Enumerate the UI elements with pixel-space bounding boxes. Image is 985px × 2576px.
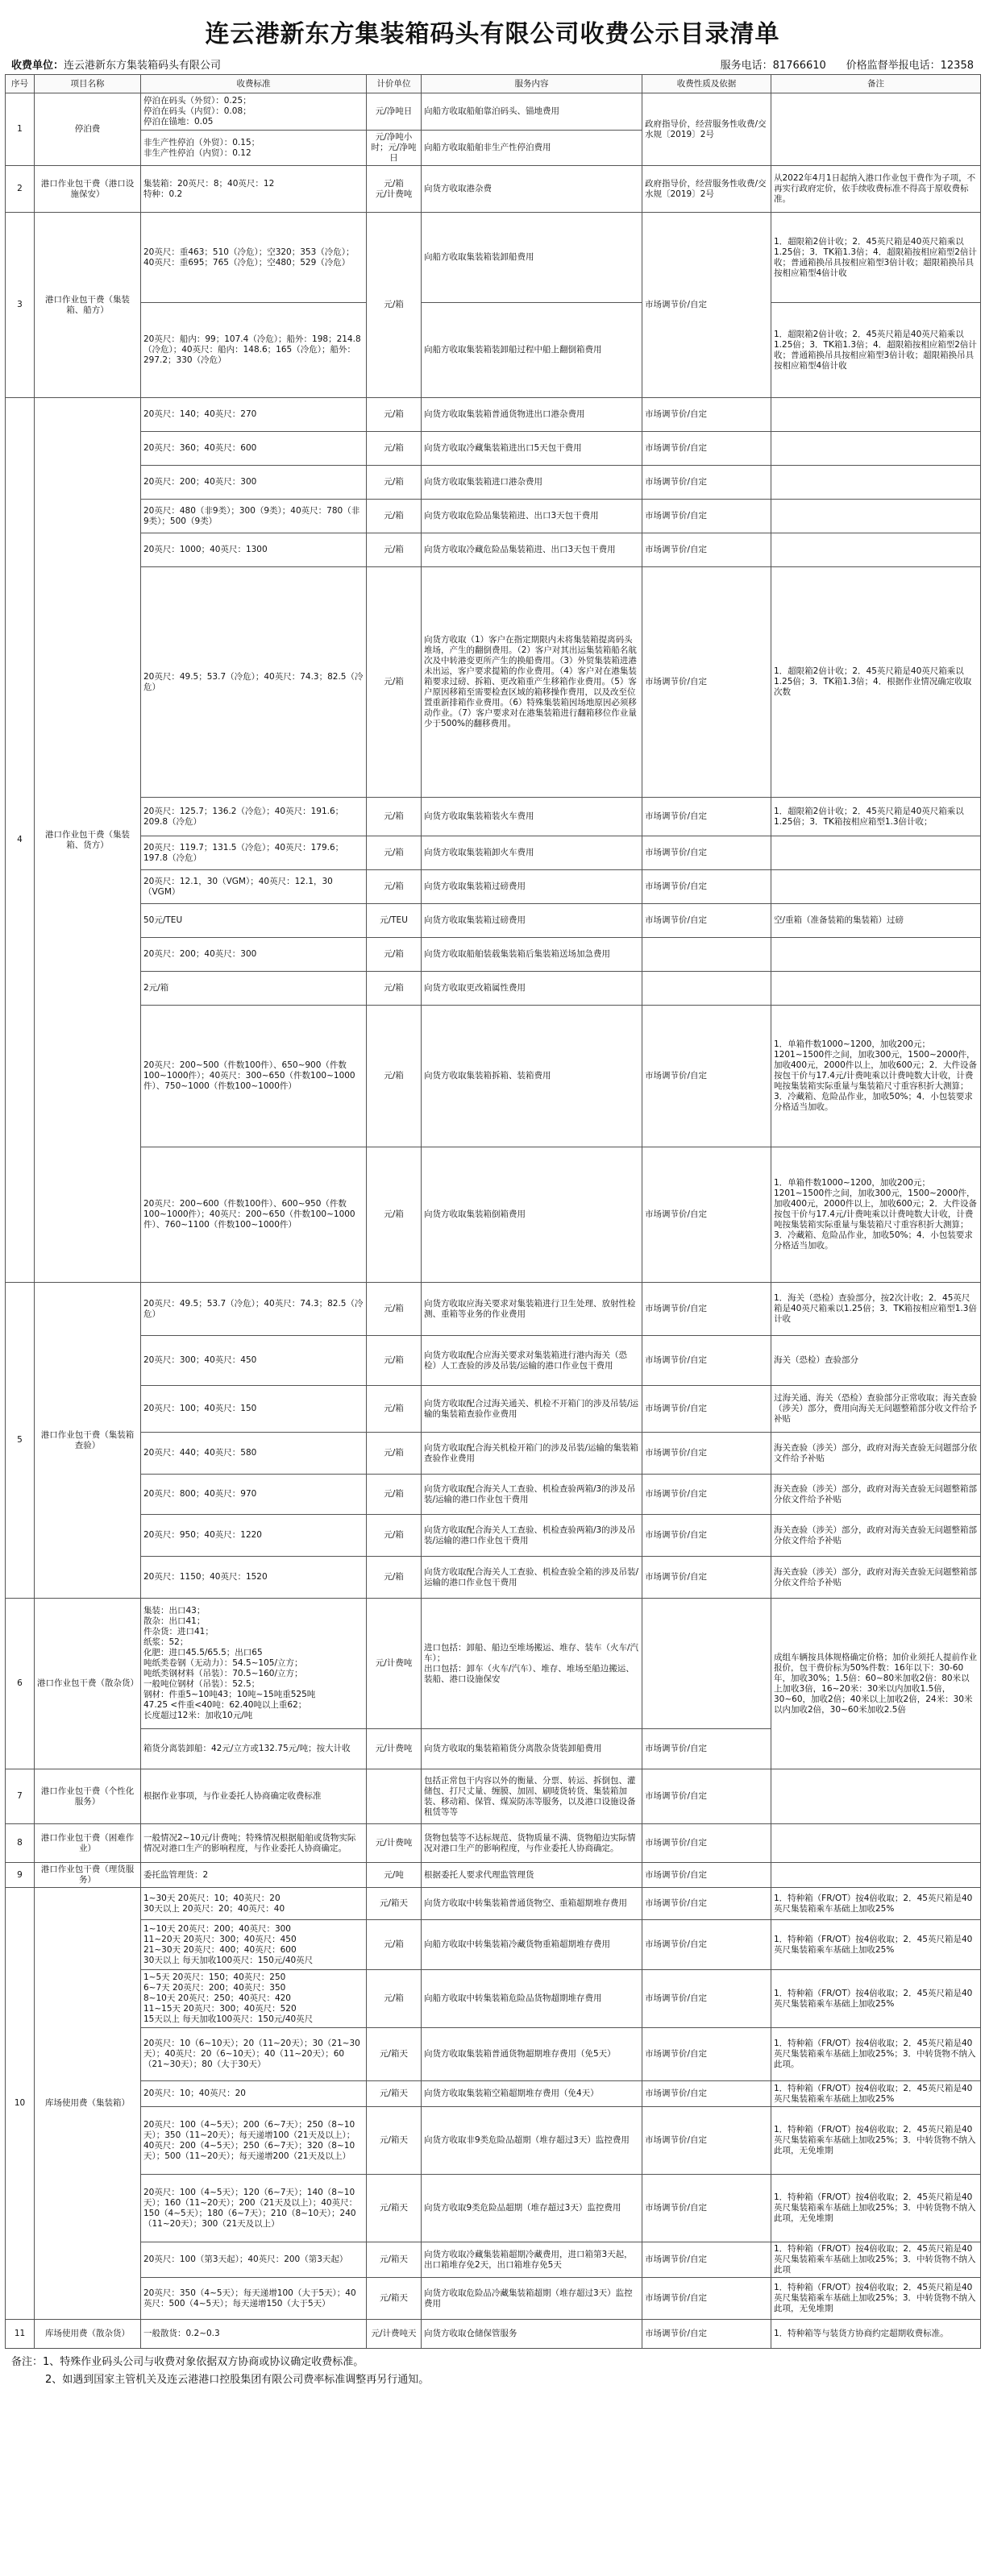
row-no: 3 [6, 213, 35, 398]
fee-standard: 2元/箱 [141, 972, 367, 1006]
fee-note: 空/重箱（准备装箱的集装箱）过磅 [771, 904, 981, 938]
service-content: 向船方收取集装箱装卸船过程中船上翻倒箱费用 [422, 303, 642, 398]
service-content: 向货方收取配合海关机检开箱门的涉及吊装/运输的集装箱查验作业费用 [422, 1433, 642, 1475]
row-no: 7 [6, 1769, 35, 1824]
fee-basis: 市场调节价/自定 [642, 1824, 771, 1863]
fee-note: 1．特种箱（FR/OT）按4倍收取；2．45英尺箱是40英尺集装箱乘车基础上加收25% [771, 1920, 981, 1970]
fee-basis [642, 972, 771, 1006]
fee-note: 1．单箱件数1000~1200，加收200元；1201~1500件之间，加收300元，1500~2000件，加收400元，2000件以上，加收600元；2．大件设备按包干价与17.4元/计费吨乘以计费吨数大计收，计费吨按集装箱实际重量与集装箱尺寸重容积折大测算；3．冷藏箱、危险品作业，加收50%；4．小包装要求分格适当加收。 [771, 1147, 981, 1283]
fee-standard: 箱货分离装卸船：42元/立方或132.75元/吨；按大计收 [141, 1729, 367, 1769]
row-no: 1 [6, 93, 35, 166]
fee-standard: 20英尺：950；40英尺：1220 [141, 1515, 367, 1557]
table-row [6, 1970, 981, 2028]
table-row [6, 836, 981, 870]
fee-basis: 市场调节价/自定 [642, 1475, 771, 1515]
fee-note: 1．特种箱（FR/OT）按4倍收取；2．45英尺箱是40英尺集装箱乘车基础上加收25%；3．中转货物不纳入此项，无免堆期 [771, 2278, 981, 2320]
fee-standard: 20英尺：140；40英尺：270 [141, 398, 367, 432]
fee-basis: 市场调节价/自定 [642, 398, 771, 432]
fee-standard: 20英尺：100（4~5天）；200（6~7天）；250（8~10天）；350（11~20天）；每天递增100（21天及以上）；40英尺：200（4~5天）；250（6~7天）；320（8~10天）；500（11~20天）；每天递增200（21天及以上） [141, 2107, 367, 2175]
fee-basis [642, 1599, 771, 1729]
service-content: 向货方收取配合海关人工查验、机检查验全箱的涉及吊装/运输的港口作业包干费用 [422, 1557, 642, 1599]
fee-basis: 市场调节价/自定 [642, 213, 771, 398]
fee-standard: 20英尺：100（4~5天）；120（6~7天）；140（8~10天）；160（11~20天）；200（21天及以上）；40英尺：150（4~5天）；180（6~7天）；210（8~10天）；240（11~20天）；300（21天及以上） [141, 2175, 367, 2242]
table-row [6, 870, 981, 904]
table-row [6, 1147, 981, 1283]
fee-basis: 市场调节价/自定 [642, 1336, 771, 1386]
table-row [6, 166, 981, 213]
fee-standard: 20英尺：49.5；53.7（冷危）；40英尺：74.3；82.5（冷危） [141, 1283, 367, 1336]
fee-note [771, 466, 981, 500]
service-content: 向货方收取危险品冷藏集装箱超期（堆存超过3天）监控费用 [422, 2278, 642, 2320]
fee-standard: 20英尺：440；40英尺：580 [141, 1433, 367, 1475]
fee-standard: 20英尺：100（第3天起）；40英尺：200（第3天起） [141, 2242, 367, 2278]
fee-standard: 20英尺：10（6~10天）；20（11~20天）；30（21~30天）；40英尺：20（6~10天）；40（11~20天）；60（21~30天）；80（大于30天） [141, 2028, 367, 2081]
fee-basis: 市场调节价/自定 [642, 567, 771, 798]
fee-unit [367, 1769, 422, 1824]
fee-unit: 元/吨 [367, 1863, 422, 1888]
table-row [6, 93, 981, 131]
service-content: 向船方收取中转集装箱危险品货物超期堆存费用 [422, 1970, 642, 2028]
fee-standard: 20英尺：800；40英尺：970 [141, 1475, 367, 1515]
table-header [6, 75, 981, 93]
fee-unit: 元/箱天 [367, 2175, 422, 2242]
fee-basis: 市场调节价/自定 [642, 870, 771, 904]
header-no: 序号 [6, 75, 35, 93]
fee-standard: 1~30天 20英尺：10；40英尺：20 30天以上 20英尺：20；40英尺：40 [141, 1888, 367, 1920]
service-content: 向货方收取的集装箱箱货分离散杂货装卸船费用 [422, 1729, 642, 1769]
fee-note: 海关查验（涉关）部分，政府对海关查验无问题整箱部分依文件给予补贴 [771, 1475, 981, 1515]
header-unit: 计价单位 [367, 75, 422, 93]
table-row [6, 500, 981, 533]
table-row [6, 2028, 981, 2081]
fee-standard: 1~10天 20英尺：200；40英尺：300 11~20天 20英尺：300；40英尺：450 21~30天 20英尺：400；40英尺：600 30天以上 每天加收100英尺：150元/40英尺 [141, 1920, 367, 1970]
service-content: 向船方收取船舶非生产性停泊费用 [422, 131, 642, 166]
header-standard: 收费标准 [141, 75, 367, 93]
fee-basis: 市场调节价/自定 [642, 533, 771, 567]
table-body [6, 93, 981, 2349]
fee-note: 1．特种箱等与装货方协商约定超期收费标准。 [771, 2320, 981, 2349]
service-content: 向货方收取集装箱倒箱费用 [422, 1147, 642, 1283]
table-row [6, 938, 981, 972]
service-content: 进口包括：卸船、船边至堆场搬运、堆存、装车（火车/汽车）； 出口包括：卸车（火车/汽车）、堆存、堆场至船边搬运、装船、港口设施保安 [422, 1599, 642, 1729]
fee-basis: 市场调节价/自定 [642, 2278, 771, 2320]
service-content: 向货方收取冷藏集装箱超期冷藏费用，进口箱第3天起，出口箱堆存免2天，出口箱堆存免5天 [422, 2242, 642, 2278]
fee-note [771, 398, 981, 432]
service-content: 包括正常包干内容以外的衡量、分票、转运、拆倒包、灌储包、打尺丈量、缠膜、加固、刷唛货转货、集装箱加装、移动箱、保管、煤炭防冻等服务，以及港口设施设备租赁等等 [422, 1769, 642, 1824]
fee-standard: 1~5天 20英尺：150；40英尺：250 6~7天 20英尺：200；40英尺：350 8~10天 20英尺：250；40英尺：420 11~15天 20英尺：300；40英尺：520 15天以上 每天加收100英尺：150元/40英尺 [141, 1970, 367, 2028]
footer-line-2: 2、如遇到国家主管机关及连云港港口控股集团有限公司费率标准调整再另行通知。 [45, 2374, 430, 2386]
fee-unit: 元/箱 [367, 432, 422, 466]
phone-value: 81766610 [772, 60, 826, 72]
fee-standard: 20英尺：100；40英尺：150 [141, 1386, 367, 1433]
table-row [6, 567, 981, 798]
fee-basis: 市场调节价/自定 [642, 1006, 771, 1147]
fee-unit: 元/箱天 [367, 2107, 422, 2175]
fee-basis: 市场调节价/自定 [642, 1283, 771, 1336]
table-row [6, 303, 981, 398]
fee-standard: 50元/TEU [141, 904, 367, 938]
table-row [6, 1557, 981, 1599]
fee-note [771, 1769, 981, 1824]
fee-basis: 市场调节价/自定 [642, 1888, 771, 1920]
fee-basis: 市场调节价/自定 [642, 466, 771, 500]
service-content: 向货方收取集装箱空箱超期堆存费用（免4天） [422, 2081, 642, 2107]
fee-table [5, 74, 981, 2349]
table-row [6, 1769, 981, 1824]
fee-note: 1．超限箱2倍计收；2．45英尺箱是40英尺箱乘以1.25倍；3．TK箱1.3倍；4．根据作业情况确定收取次数 [771, 567, 981, 798]
fee-note: 1．特种箱（FR/OT）按4倍收取；2．45英尺箱是40英尺集装箱乘车基础上加收25% [771, 1888, 981, 1920]
fee-basis: 市场调节价/自定 [642, 1386, 771, 1433]
fee-unit: 元/净吨日 [367, 93, 422, 131]
service-content: 向货方收取配合海关人工查验、机检查验两箱/3的涉及吊装/运输的港口作业包干费用 [422, 1515, 642, 1557]
fee-unit: 元/箱 [367, 938, 422, 972]
table-row [6, 1824, 981, 1863]
fee-unit: 元/箱 [367, 1557, 422, 1599]
fee-standard: 集装：出口43； 散杂：出口41； 件杂货：进口41； 纸浆：52； 化肥：进口45.5/65.5；出口65 吨纸类卷钢（无动力）：54.5~105/立方； 吨纸类钢材料（吊装）：70.5~160/立方； 一般吨位钢材（吊装）：52.5； 钢材：件重5~10吨43；10吨~15吨重525吨 47.25 <件重<40吨：62.40吨以上重62； 长度超过12米：加收10元/吨 [141, 1599, 367, 1729]
fee-unit: 元/箱 [367, 1006, 422, 1147]
phone-label: 服务电话： [720, 60, 773, 72]
fee-standard: 20英尺：12.1，30（VGM）；40英尺：12.1，30（VGM） [141, 870, 367, 904]
service-content: 向货方收取船舶装载集装箱后集装箱送场加急费用 [422, 938, 642, 972]
fee-note [771, 972, 981, 1006]
fee-basis: 政府指导价，经营服务性收费/交水规〔2019〕2号 [642, 166, 771, 213]
fee-basis: 市场调节价/自定 [642, 2175, 771, 2242]
fee-basis: 政府指导价，经营服务性收费/交水规〔2019〕2号 [642, 93, 771, 166]
fee-basis: 市场调节价/自定 [642, 1863, 771, 1888]
fee-unit: 元/计费吨天 [367, 2320, 422, 2349]
fee-standard: 20英尺：200~600（件数100件）、600~950（件数100~1000件）；40英尺：200~650（件数100~1000件）、760~1100（件数100~1000件） [141, 1147, 367, 1283]
fee-unit: 元/箱 [367, 870, 422, 904]
table-row [6, 904, 981, 938]
service-content: 向货方收取港杂费 [422, 166, 642, 213]
fee-standard: 20英尺：船内：99；107.4（冷危）；船外：198；214.8（冷危）；40英尺：船内：148.6；165（冷危）；船外：297.2；330（冷危） [141, 303, 367, 398]
row-no: 9 [6, 1863, 35, 1888]
fee-unit: 元/箱 [367, 213, 422, 398]
fee-unit: 元/箱 [367, 533, 422, 567]
fee-note [771, 870, 981, 904]
service-content: 向货方收取中转集装箱普通货物空、重箱超期堆存费用 [422, 1888, 642, 1920]
fee-note [771, 533, 981, 567]
fee-unit: 元/箱 [367, 972, 422, 1006]
unit-value: 连云港新东方集装箱码头有限公司 [64, 60, 222, 72]
supervise-value: 12358 [940, 60, 974, 72]
fee-standard: 非生产性停泊（外贸）：0.15； 非生产性停泊（内贸）：0.12 [141, 131, 367, 166]
supervise-label: 价格监督举报电话： [846, 60, 941, 72]
table-row [6, 798, 981, 836]
fee-basis: 市场调节价/自定 [642, 2028, 771, 2081]
fee-unit: 元/箱 [367, 1336, 422, 1386]
fee-unit: 元/净吨小时；元/净吨日 [367, 131, 422, 166]
item-name: 库场使用费（散杂货） [35, 2320, 141, 2349]
item-name: 港口作业包干费（理货服务） [35, 1863, 141, 1888]
fee-unit: 元/箱 [367, 1515, 422, 1557]
fee-standard: 一般散货：0.2~0.3 [141, 2320, 367, 2349]
fee-unit: 元/箱 [367, 1283, 422, 1336]
table-row [6, 1433, 981, 1475]
header-basis: 收费性质及依据 [642, 75, 771, 93]
fee-basis: 市场调节价/自定 [642, 1515, 771, 1557]
fee-note [771, 1824, 981, 1863]
fee-note: 成组车辆按具体规格确定价格；加价业须托人提前作业报价，包干费价标为50%件数：16年以下：30-60年，加收30%；1.5倍：60~80米加收2倍：80米以上加收3倍，16~20米：30米以内加收1.5倍，30~60，加收2倍；40米以上加收2倍，24米：30米以内加收2倍，30~60米加收2.5倍 [771, 1599, 981, 1769]
fee-basis: 市场调节价/自定 [642, 836, 771, 870]
table-row [6, 1515, 981, 1557]
contact-info [721, 56, 974, 73]
fee-unit: 元/箱 [367, 1386, 422, 1433]
fee-note: 1．特种箱（FR/OT）按4倍收取；2．45英尺箱是40英尺集装箱乘车基础上加收25%；3．中转货物不纳入此项。 [771, 2028, 981, 2081]
fee-basis: 市场调节价/自定 [642, 432, 771, 466]
fee-standard: 20英尺：10；40英尺：20 [141, 2081, 367, 2107]
table-row [6, 1475, 981, 1515]
fee-note [771, 938, 981, 972]
service-content: 货物包装等不达标规范、货物质量不满、货物船边实际情况对港口生产的影响程度，与作业委托人协商确定。 [422, 1824, 642, 1863]
service-content: 向货方收取配合应海关要求对集装箱进行港内海关（恐检）人工查验的涉及吊装/运输的港口作业包干费用 [422, 1336, 642, 1386]
fee-note: 海关查验（涉关）部分，政府对海关查验无问题整箱部分依文件给予补贴 [771, 1515, 981, 1557]
row-no: 10 [6, 1888, 35, 2320]
fee-standard: 一般情况2~10元/计费吨；特殊情况根据船舶或货物实际情况对港口生产的影响程度，与作业委托人协商确定。 [141, 1824, 367, 1863]
fee-basis: 市场调节价/自定 [642, 904, 771, 938]
fee-standard: 20英尺：1000；40英尺：1300 [141, 533, 367, 567]
fee-note: 1．超限箱2倍计收；2．45英尺箱是40英尺箱乘以1.25倍；3．TK箱1.3倍；4．超限箱按相应箱型2倍计收；普通箱换吊具按相应箱型3倍计收；超限箱换吊具按相应箱型4倍计收 [771, 213, 981, 303]
fee-basis: 市场调节价/自定 [642, 1147, 771, 1283]
table-row [6, 1920, 981, 1970]
service-content: 向船方收取船舶靠泊码头、锚地费用 [422, 93, 642, 131]
fee-basis: 市场调节价/自定 [642, 2320, 771, 2349]
fee-unit: 元/箱 [367, 836, 422, 870]
table-row [6, 2107, 981, 2175]
service-content: 向货方收取9类危险品超期（堆存超过3天）监控费用 [422, 2175, 642, 2242]
service-content: 向船方收取集装箱装卸船费用 [422, 213, 642, 303]
service-content: 向货方收取集装箱过磅费用 [422, 870, 642, 904]
fee-unit: 元/计费吨 [367, 1729, 422, 1769]
fee-basis: 市场调节价/自定 [642, 2242, 771, 2278]
service-content: 向货方收取冷藏集装箱进出口5天包干费用 [422, 432, 642, 466]
table-row [6, 2081, 981, 2107]
service-content: 向货方收取仓储保管服务 [422, 2320, 642, 2349]
header-name: 项目名称 [35, 75, 141, 93]
fee-note: 1．海关（恐检）查验部分，按2次计收；2．45英尺箱是40英尺箱乘以1.25倍；3．TK箱按相应箱型1.3倍计收 [771, 1283, 981, 1336]
fee-basis: 市场调节价/自定 [642, 798, 771, 836]
service-content: 向货方收取更改箱属性费用 [422, 972, 642, 1006]
table-row [6, 1386, 981, 1433]
service-content: 向货方收取配合过海关通关、机检不开箱门的涉及吊装/运输的集装箱查验作业费用 [422, 1386, 642, 1433]
fee-basis: 市场调节价/自定 [642, 2107, 771, 2175]
row-no: 4 [6, 398, 35, 1283]
fee-unit: 元/箱 [367, 466, 422, 500]
fee-note: 海关查验（涉关）部分，政府对海关查验无问题整箱部分依文件给予补贴 [771, 1557, 981, 1599]
footer-line-1: 备注：1、特殊作业码头公司与收费对象依据双方协商或协议确定收费标准。 [11, 2356, 364, 2368]
table-row [6, 533, 981, 567]
fee-note: 1．特种箱（FR/OT）按4倍收取；2．45英尺箱是40英尺集装箱乘车基础上加收25%；3．中转货物不纳入此项，无免堆期 [771, 2175, 981, 2242]
service-content: 向船方收取中转集装箱冷藏货物重箱超期堆存费用 [422, 1920, 642, 1970]
fee-note: 1．特种箱（FR/OT）按4倍收取；2．45英尺箱是40英尺集装箱乘车基础上加收25% [771, 1970, 981, 2028]
fee-basis: 市场调节价/自定 [642, 1729, 771, 1769]
fee-note [771, 500, 981, 533]
table-row [6, 1863, 981, 1888]
table-row [6, 1336, 981, 1386]
item-name: 港口作业包干费（集装箱查验） [35, 1283, 141, 1599]
fee-note [771, 1863, 981, 1888]
fee-basis: 市场调节价/自定 [642, 1970, 771, 2028]
page-title: 连云港新东方集装箱码头有限公司收费公示目录清单 [205, 20, 780, 48]
table-row [6, 2278, 981, 2320]
fee-note: 过海关通、海关（恐检）查验部分正常收取；海关查验（涉关）部分，费用向海关无问题整箱部分收文件给予补贴 [771, 1386, 981, 1433]
item-name: 港口作业包干费（集装箱、货方） [35, 398, 141, 1283]
fee-unit: 元/TEU [367, 904, 422, 938]
item-name: 港口作业包干费（个性化服务） [35, 1769, 141, 1824]
fee-unit: 元/箱天 [367, 2081, 422, 2107]
fee-note [771, 836, 981, 870]
fee-standard: 根据作业事项，与作业委托人协商确定收费标准 [141, 1769, 367, 1824]
fee-standard: 20英尺：480（非9类）；300（9类）；40英尺：780（非9类）；500（9类） [141, 500, 367, 533]
fee-unit: 元/箱 [367, 1147, 422, 1283]
service-content: 根据委托人要求代理监管理货 [422, 1863, 642, 1888]
fee-unit: 元/箱 [367, 1475, 422, 1515]
fee-unit: 元/箱天 [367, 2278, 422, 2320]
fee-unit: 元/箱天 [367, 1888, 422, 1920]
service-content: 向货方收取集装箱进口港杂费用 [422, 466, 642, 500]
fee-standard: 20英尺：200~500（件数100件）、650~900（件数100~1000件）；40英尺：300~650（件数100~1000件）、750~1000（件数100~1000件） [141, 1006, 367, 1147]
fee-standard: 集装箱：20英尺：8；40英尺：12 特种：0.2 [141, 166, 367, 213]
fee-basis: 市场调节价/自定 [642, 1769, 771, 1824]
table-row [6, 2320, 981, 2349]
fee-standard: 20英尺：360；40英尺：600 [141, 432, 367, 466]
table-row [6, 1888, 981, 1920]
fee-unit: 元/箱 [367, 567, 422, 798]
service-content: 向货方收取集装箱装火车费用 [422, 798, 642, 836]
table-row [6, 466, 981, 500]
header-note: 备注 [771, 75, 981, 93]
item-name: 停泊费 [35, 93, 141, 166]
fee-note [771, 93, 981, 166]
item-name: 库场使用费（集装箱） [35, 1888, 141, 2320]
service-content: 向货方收取集装箱拆箱、装箱费用 [422, 1006, 642, 1147]
service-content: 向货方收取应海关要求对集装箱进行卫生处理、放射性检测、重箱等业务的作业费用 [422, 1283, 642, 1336]
fee-note [771, 432, 981, 466]
fee-note: 1．超限箱2倍计收；2．45英尺箱是40英尺箱乘以1.25倍；3．TK箱1.3倍；4．超限箱按相应箱型2倍计收；普通箱换吊具按相应箱型3倍计收；超限箱换吊具按相应箱型4倍计收 [771, 303, 981, 398]
fee-standard: 20英尺：1150；40英尺：1520 [141, 1557, 367, 1599]
fee-note: 1．超限箱2倍计收；2．45英尺箱是40英尺箱乘以1.25倍；3．TK箱按相应箱型1.3倍计收； [771, 798, 981, 836]
fee-basis: 市场调节价/自定 [642, 500, 771, 533]
fee-unit: 元/箱天 [367, 2242, 422, 2278]
fee-note: 1．单箱件数1000~1200，加收200元；1201~1500件之间，加收300元，1500~2000件，加收400元，2000件以上，加收600元；2．大件设备按包干价与17.4元/计费吨乘以计费吨数大计收，计费吨按集装箱实际重量与集装箱尺寸重容积折大测算；3．冷藏箱、危险品作业，加收50%；4．小包装要求分格适当加收。 [771, 1006, 981, 1147]
fee-standard: 20英尺：49.5；53.7（冷危）；40英尺：74.3；82.5（冷危） [141, 567, 367, 798]
fee-standard: 20英尺：300；40英尺：450 [141, 1336, 367, 1386]
fee-note: 海关（恐检）查验部分 [771, 1336, 981, 1386]
fee-unit: 元/箱 元/计费吨 [367, 166, 422, 213]
row-no: 2 [6, 166, 35, 213]
unit-label: 收费单位： [11, 60, 64, 72]
fee-unit: 元/计费吨 [367, 1824, 422, 1863]
fee-standard: 委托监管理货：2 [141, 1863, 367, 1888]
fee-unit: 元/箱 [367, 1920, 422, 1970]
table-row [6, 1006, 981, 1147]
service-content: 向货方收取集装箱普通货物超期堆存费用（免5天） [422, 2028, 642, 2081]
table-row [6, 398, 981, 432]
fee-standard: 20英尺：350（4~5天）；每天递增100（大于5天）；40英尺：500（4~5天）；每天递增150（大于5天） [141, 2278, 367, 2320]
fee-basis: 市场调节价/自定 [642, 1920, 771, 1970]
service-content: 向货方收取配合海关人工查验、机检查验两箱/3的涉及吊装/运输的港口作业包干费用 [422, 1475, 642, 1515]
info-bar [5, 53, 980, 74]
fee-standard: 停泊在码头（外贸）：0.25； 停泊在码头（内贸）：0.08； 停泊在锚地：0.05 [141, 93, 367, 131]
service-content: 向货方收取危险品集装箱进、出口3天包干费用 [422, 500, 642, 533]
fee-unit: 元/箱 [367, 1970, 422, 2028]
fee-note: 海关查验（涉关）部分，政府对海关查验无问题部分依文件给予补贴 [771, 1433, 981, 1475]
table-row [6, 432, 981, 466]
fee-unit: 元/箱 [367, 398, 422, 432]
fee-note: 从2022年4月1日起纳入港口作业包干费作为子项，不再实行政府定价，依手续收费标准不得高于原收费标准。 [771, 166, 981, 213]
row-no: 11 [6, 2320, 35, 2349]
fee-note: 1．特种箱（FR/OT）按4倍收取；2．45英尺箱是40英尺集装箱乘车基础上加收25%；3．中转货物不纳入此项 [771, 2242, 981, 2278]
service-content: 向货方收取冷藏危险品集装箱进、出口3天包干费用 [422, 533, 642, 567]
service-content: 向货方收取（1）客户在指定期限内未将集装箱提离码头堆场，产生的翻倒费用。（2）客户对其出运集装箱船名航次及中转港变更所产生的换船费用。（3）外贸集装箱进港未出运，客户要求提箱的作业费用。（4）客户对在港集装箱要求过磅、拆箱、更改箱重产生移箱作业费用。（5）客户原因移箱至需要检查区域的箱移操作费用，以及改至位置重新排箱作业费用。（6）特殊集装箱因场地原因必须移动作业。（7）客户要求对在港集装箱进行翻箱移位作业量少于500%的翻移费用。 [422, 567, 642, 798]
service-content: 向货方收取集装箱普通货物进出口港杂费用 [422, 398, 642, 432]
fee-standard: 20英尺：200；40英尺：300 [141, 466, 367, 500]
table-row [6, 1599, 981, 1729]
fee-unit: 元/箱 [367, 1433, 422, 1475]
fee-basis: 市场调节价/自定 [642, 2081, 771, 2107]
fee-unit: 元/计费吨 [367, 1599, 422, 1729]
unit-info [11, 56, 221, 73]
footer-notes [5, 2349, 980, 2394]
fee-unit: 元/箱天 [367, 2028, 422, 2081]
row-no: 6 [6, 1599, 35, 1769]
table-row [6, 2175, 981, 2242]
service-content: 向货方收取集装箱卸火车费用 [422, 836, 642, 870]
item-name: 港口作业包干费（散杂货） [35, 1599, 141, 1769]
fee-standard: 20英尺：119.7；131.5（冷危）；40英尺：179.6；197.8（冷危） [141, 836, 367, 870]
table-row [6, 972, 981, 1006]
fee-standard: 20英尺：重463；510（冷危）；空320；353（冷危）；40英尺：重695；765（冷危）；空480；529（冷危） [141, 213, 367, 303]
fee-note: 1．特种箱（FR/OT）按4倍收取；2．45英尺箱是40英尺集装箱乘车基础上加收25%；3．中转货物不纳入此项，无免堆期 [771, 2107, 981, 2175]
table-row [6, 213, 981, 303]
item-name: 港口作业包干费（集装箱、船方） [35, 213, 141, 398]
fee-basis: 市场调节价/自定 [642, 1433, 771, 1475]
header-service: 服务内容 [422, 75, 642, 93]
fee-basis [642, 938, 771, 972]
fee-standard: 20英尺：125.7；136.2（冷危）；40英尺：191.6；209.8（冷危） [141, 798, 367, 836]
fee-standard: 20英尺：200；40英尺：300 [141, 938, 367, 972]
table-row [6, 2242, 981, 2278]
fee-basis: 市场调节价/自定 [642, 1557, 771, 1599]
item-name: 港口作业包干费（困难作业） [35, 1824, 141, 1863]
table-row [6, 1283, 981, 1336]
fee-unit: 元/箱 [367, 500, 422, 533]
service-content: 向货方收取非9类危险品超期（堆存超过3天）监控费用 [422, 2107, 642, 2175]
row-no: 5 [6, 1283, 35, 1599]
item-name: 港口作业包干费（港口设施保安） [35, 166, 141, 213]
fee-note: 1．特种箱（FR/OT）按4倍收取；2．45英尺箱是40英尺集装箱乘车基础上加收25% [771, 2081, 981, 2107]
row-no: 8 [6, 1824, 35, 1863]
service-content: 向货方收取集装箱过磅费用 [422, 904, 642, 938]
fee-unit: 元/箱 [367, 798, 422, 836]
